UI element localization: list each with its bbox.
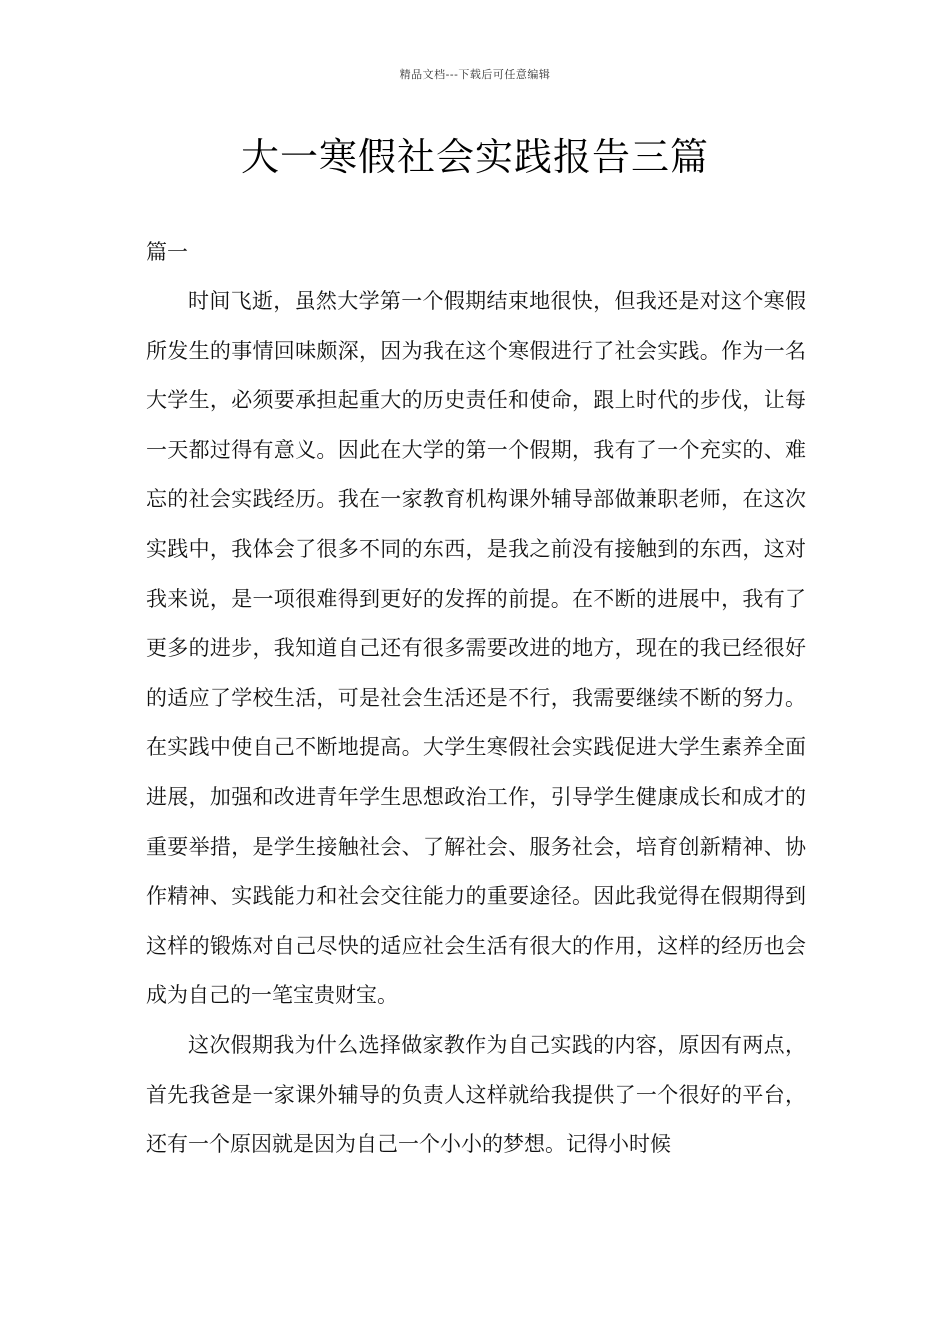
paragraph-2: 这次假期我为什么选择做家教作为自己实践的内容，原因有两点，首先我爸是一家课外辅导的负责人这样就给我提供了一个很好的平台，还有一个原因就是因为自己一个小小的梦想。记得小时候 (146, 1032, 806, 1157)
body-text (146, 277, 806, 1170)
section-heading: 篇一 (146, 240, 188, 264)
document-title: 大一寒假社会实践报告三篇 (240, 135, 709, 179)
paragraph-1: 时间飞逝，虽然大学第一个假期结束地很快，但我还是对这个寒假所发生的事情回味颇深，因为我在这个寒假进行了社会实践。作为一名大学生，必须要承担起重大的历史责任和使命，跟上时代的步伐，让每一天都过得有意义。因此在大学的第一个假期，我有了一个充实的、难忘的社会实践经历。我在一家教育机构课外辅导部做兼职老师，在这次实践中，我体会了很多不同的东西，是我之前没有接触到的东西，这对我来说，是一项很难得到更好的发挥的前提。在不断的进展中，我有了更多的进步，我知道自己还有很多需要改进的地方，现在的我已经很好的适应了学校生活，可是社会生活还是不行，我需要继续不断的努力。在实践中使自己不断地提高。大学生寒假社会实践促进大学生素养全面进展，加强和改进青年学生思想政治工作，引导学生健康成长和成才的重要举措，是学生接触社会、了解社会、服务社会，培育创新精神、协作精神、实践能力和社会交往能力的重要途径。因此我觉得在假期得到这样的锻炼对自己尽快的适应社会生活有很大的作用，这样的经历也会成为自己的一笔宝贵财宝。 (146, 289, 806, 1008)
header-note: 精品文档---下载后可任意编辑 (399, 68, 551, 81)
